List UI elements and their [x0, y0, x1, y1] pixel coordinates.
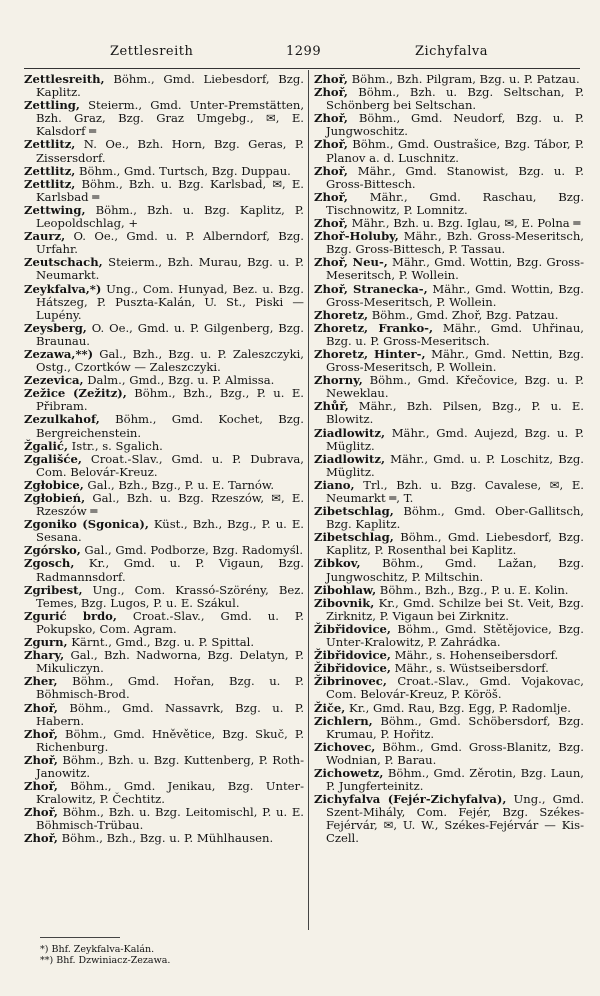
entry	[24, 832, 304, 845]
entry-text: Steierm., Gmd. Unter-Premstätten, Bzh. Graz, Bzg. Graz Umgebg., ✉, E. Kalsdorf ═	[36, 98, 304, 139]
entry-text: Kr., Gmd. Rau, Bzg. Egg, P. Radomlje.	[345, 700, 571, 715]
entry-headword: Zhoř,	[24, 752, 58, 767]
entry-text: Mähr., Gmd. Nettin, Bzg. Gross-Meseritsch, P. Wollein.	[326, 346, 584, 375]
entry	[24, 138, 304, 164]
entry-text: Böhm., Gmd. Stětějovice, Bzg. Unter-Kralowitz, P. Zahrádka.	[326, 621, 584, 650]
entry-headword: Zezawa,**)	[24, 346, 94, 361]
entry	[314, 715, 584, 741]
entry	[314, 557, 584, 583]
entry-text: Böhm., Gmd. Nassavrk, Bzg. u. P. Habern.	[36, 700, 304, 728]
entry	[314, 623, 584, 649]
entry	[24, 728, 304, 754]
entry-headword: Zgališće,	[24, 451, 82, 466]
entry-text: Böhm., Gmd. Ober-Gallitsch, Bzg. Kaplitz.	[326, 504, 584, 532]
entry-headword: Zhoř-Holuby,	[314, 229, 399, 244]
entry-text: Mähr., Gmd. Uhřinau, Bzg. u. P. Gross-Meseritsch.	[326, 320, 584, 348]
left-column	[24, 73, 304, 846]
entry-text: Mähr., Gmd. Wottin, Bzg. Gross-Meseritsch, P. Wollein.	[326, 255, 584, 283]
entry-headword: Ziadlowitz,	[314, 451, 385, 466]
entry	[24, 73, 304, 99]
entry-headword: Zettlitz,	[24, 163, 76, 178]
entry-headword: Zgórsko,	[24, 543, 81, 558]
entry	[314, 348, 584, 374]
footnote: **) Bhf. Dzwiniacz-Zezawa.	[40, 955, 171, 966]
entry-text: Gal., Bzh., Bzg., P. u. E. Tarnów.	[83, 477, 275, 492]
entry-text: Gal., Bzh., Bzg. u. P. Zaleszczyki, Ostg., Czortków — Zaleszczyki.	[36, 346, 304, 375]
entry-headword: Zibetschlag,	[314, 504, 394, 519]
entry	[314, 112, 584, 138]
footnote-rule	[40, 937, 120, 938]
entry-text: O. Oe., Gmd. u. P. Alberndorf, Bzg. Urfahr.	[36, 229, 304, 257]
entry-headword: Zgoniko (Sgonica),	[24, 517, 149, 532]
entry-text: Böhm., Gmd. Schöbersdorf, Bzg. Krumau, P. Hořitz.	[326, 713, 584, 741]
entry-headword: Zhorny,	[314, 373, 363, 388]
entry-text: Croat.-Slav., Gmd. u. P. Dubrava, Com. Belovár-Kreuz.	[36, 451, 304, 479]
entry-headword: Zhoř, Neu-,	[314, 255, 388, 270]
entry-text: Böhm., Gmd. Gross-Blanitz, Bzg. Wodnian, P. Barau.	[326, 739, 584, 767]
entry-headword: Zhoř,	[314, 216, 348, 231]
entry-text: Böhm., Bzh. u. Bzg. Leitomischl, P. u. E. Böhmisch-Trübau.	[36, 805, 304, 833]
entry-headword: Ziadlowitz,	[314, 425, 385, 440]
entry-headword: Zgosch,	[24, 556, 75, 571]
entry	[24, 322, 304, 348]
entry-headword: Zibovnik,	[314, 595, 375, 610]
entry-headword: Zettwing,	[24, 202, 86, 217]
entry	[314, 165, 584, 191]
entry	[314, 86, 584, 112]
entry-text: Böhm., Gmd. Zěrotin, Bzg. Laun, P. Jungferteinitz.	[326, 765, 584, 794]
entry-text: Ung., Com. Hunyad, Bez. u. Bzg. Hátszeg, P. Puszta-Kalán, U. St., Piski — Lupény.	[36, 281, 304, 322]
entry-headword: Zhoř,	[314, 163, 348, 178]
entry-text: Croat.-Slav., Gmd. Vojakovac, Com. Belovár-Kreuz, P. Köröš.	[326, 674, 584, 702]
entry	[314, 597, 584, 623]
entry-text: Mähr., Gmd. Stanowist, Bzg. u. P. Gross-Bittesch.	[326, 163, 584, 191]
entry	[24, 584, 304, 610]
entry	[314, 322, 584, 348]
entry-headword: Zichyfalva (Fejér-Zichyfalva),	[314, 792, 507, 807]
entry	[314, 427, 584, 453]
entry	[24, 557, 304, 583]
entry-headword: Zichowetz,	[314, 765, 384, 780]
page-number: 1299	[286, 44, 322, 59]
entry-headword: Zettlitz,	[24, 176, 76, 191]
entry	[24, 178, 304, 204]
entry-headword: Žibřidovice,	[314, 648, 391, 663]
entry-headword: Zhoř,	[314, 85, 348, 100]
entry-headword: Zettling,	[24, 98, 80, 113]
entry-headword: Zhary,	[24, 648, 65, 663]
entry-text: Gal., Bzh. Nadworna, Bzg. Delatyn, P. Mikuliczyn.	[36, 648, 304, 676]
header-right-word: Zichyfalva	[414, 44, 488, 59]
entry-text: Dalm., Gmd., Bzg. u. P. Almissa.	[83, 373, 275, 388]
entry-text: Böhm., Bzh. u. Bzg. Kuttenberg, P. Roth-Janowitz.	[36, 752, 304, 780]
entry-text: Mähr., Gmd. Wottin, Bzg. Gross-Meseritsch, P. Wollein.	[326, 281, 584, 309]
entry-text: Böhm., Bzh. Pilgram, Bzg. u. P. Patzau.	[347, 72, 580, 86]
entry	[24, 610, 304, 636]
entry-text: O. Oe., Gmd. u. P. Gilgenberg, Bzg. Braunau.	[36, 320, 304, 348]
entry-headword: Zgribest,	[24, 582, 83, 597]
entry-headword: Zhoř,	[314, 111, 348, 126]
entry-headword: Zhoretz, Hinter-,	[314, 346, 426, 361]
entry-headword: Zgłobień,	[24, 491, 86, 505]
entry	[24, 806, 304, 832]
entry	[314, 374, 584, 400]
entry-headword: Zher,	[24, 674, 58, 689]
entry-text: Mähr., Gmd. Raschau, Bzg. Tischnowitz, P. Lomnitz.	[326, 189, 584, 217]
entry-text: Böhm., Bzh., Bzg., P. u. E. Kolin.	[376, 582, 569, 597]
entry-headword: Žiče,	[314, 700, 346, 715]
entry-text: Gal., Bzh. u. Bzg. Rzeszów, ✉, E. Rzeszów ═	[36, 491, 304, 519]
entry	[314, 283, 584, 309]
entry	[314, 741, 584, 767]
entry	[24, 256, 304, 282]
entry	[24, 754, 304, 780]
entry-headword: Zhoř,	[24, 831, 58, 846]
entry	[24, 283, 304, 322]
entry-text: Ung., Gmd. Szent-Mihály, Com. Fejér, Bzg. Székes-Fejérvár, ✉, U. W., Székes-Fejérvár — Kis-Czell.	[326, 792, 585, 846]
entry-text: Mähr., Bzh. u. Bzg. Iglau, ✉, E. Polna ═	[347, 216, 581, 231]
entry-headword: Zettlesreith,	[24, 72, 105, 86]
entry	[24, 204, 304, 230]
entry-text: Trl., Bzh. u. Bzg. Cavalese, ✉, E. Neumarkt ═, T.	[326, 477, 584, 505]
entry	[24, 230, 304, 256]
entry	[24, 702, 304, 728]
entry-text: Böhm., Gmd. Neudorf, Bzg. u. P. Jungwoschitz.	[326, 111, 584, 139]
entry-text: Gal., Gmd. Podborze, Bzg. Radomyśl.	[80, 543, 304, 558]
entry-text: Böhm., Bzh. u. Bzg. Kaplitz, P. Leopoldschlag, +	[36, 202, 304, 231]
entry	[314, 138, 584, 164]
entry-headword: Zhoř,	[24, 779, 58, 794]
entry	[314, 400, 584, 426]
entry	[314, 191, 584, 217]
entry-text: Böhm., Gmd. Lažan, Bzg. Jungwoschitz, P. Miltschin.	[326, 556, 584, 584]
entry	[24, 492, 304, 518]
entry	[314, 479, 584, 505]
entry-text: Kärnt., Gmd., Bzg. u. P. Spittal.	[67, 635, 255, 650]
entry-text: Küst., Bzh., Bzg., P. u. E. Sesana.	[36, 517, 304, 545]
entry-headword: Zaurz,	[24, 229, 66, 244]
column-divider	[308, 70, 309, 930]
footnote: *) Bhf. Zeykfalva-Kalán.	[40, 944, 155, 955]
entry	[24, 518, 304, 544]
entry	[24, 649, 304, 675]
entry-text: Mähr., s. Hohenseibersdorf.	[390, 648, 559, 663]
entry-headword: Zibkov,	[314, 556, 361, 571]
entry-text: Kr., Gmd. u. P. Vigaun, Bzg. Radmannsdorf.	[36, 556, 304, 584]
header-rule	[24, 68, 580, 69]
entry-text: Böhm., Gmd. Liebesdorf, Bzg. Kaplitz, P. Rosenthal bei Kaplitz.	[326, 530, 584, 558]
entry-headword: Zettlitz,	[24, 137, 76, 152]
entry-headword: Zibohlaw,	[314, 582, 377, 597]
entry-text: Böhm., Bzh. u. Bzg. Seltschan, P. Schönberg bei Seltschan.	[326, 85, 584, 113]
entry-headword: Zezulkahof,	[24, 412, 100, 427]
entry-headword: Zhoretz, Franko-,	[314, 320, 434, 335]
entry-headword: Zgłobice,	[24, 477, 84, 492]
entry-text: Böhm., Bzh., Bzg., P. u. E. Přibram.	[36, 386, 304, 414]
entry	[314, 256, 584, 282]
entry	[24, 675, 304, 701]
entry	[24, 453, 304, 479]
entry-headword: Zibetschlag,	[314, 530, 394, 545]
entry-headword: Zhoř,	[314, 137, 348, 152]
entry-text: Böhm., Gmd. Kochet, Bzg. Bergreichenstein.	[36, 412, 304, 440]
entry-text: Böhm., Gmd. Hořan, Bzg. u. P. Böhmisch-Brod.	[36, 674, 304, 702]
entry-text: Böhm., Gmd. Křečovice, Bzg. u. P. Neweklau.	[326, 373, 584, 401]
entry-headword: Zichlern,	[314, 713, 373, 728]
entry-headword: Žibřidovice,	[314, 661, 391, 676]
entry-text: Böhm., Gmd. Oustrašice, Bzg. Tábor, P. Planov a. d. Luschnitz.	[326, 137, 584, 165]
entry-text: Mähr., Gmd. Aujezd, Bzg. u. P. Müglitz.	[326, 425, 584, 453]
entry-headword: Žibrinovec,	[314, 674, 387, 689]
entry-text: Böhm., Bzh. u. Bzg. Karlsbad, ✉, E. Karlsbad ═	[36, 176, 304, 204]
entry-text: Böhm., Gmd. Turtsch, Bzg. Duppau.	[75, 163, 291, 178]
entry-headword: Ziano,	[314, 477, 355, 492]
entry	[24, 99, 304, 138]
entry	[314, 453, 584, 479]
entry-headword: Zeykfalva,*)	[24, 281, 102, 296]
entry-text: Böhm., Gmd. Jenikau, Bzg. Unter-Kralowitz, P. Čechtitz.	[36, 779, 304, 807]
entry-text: Istr., s. Sgalich.	[68, 438, 163, 453]
entry-headword: Zhoretz,	[314, 307, 369, 322]
entry	[314, 230, 584, 256]
entry-text: Böhm., Gmd. Liebesdorf, Bzg. Kaplitz.	[36, 72, 304, 100]
entry-text: Ung., Com. Krassó-Szörény, Bez. Temes, Bzg. Lugos, P. u. E. Szákul.	[36, 582, 304, 610]
entry-headword: Zhoř,	[314, 72, 348, 86]
entry-headword: Zhoř,	[24, 726, 58, 741]
entry-text: Steierm., Bzh. Murau, Bzg. u. P. Neumarkt.	[36, 255, 304, 283]
entry-headword: Zgurn,	[24, 635, 68, 650]
entry-headword: Zgurić brdo,	[24, 608, 117, 623]
entry-text: Mähr., Bzh. Pilsen, Bzg., P. u. E. Blowitz.	[326, 399, 584, 427]
entry	[24, 387, 304, 413]
entry-text: Mähr., s. Wüstseibersdorf.	[390, 661, 549, 676]
entry	[24, 780, 304, 806]
entry-text: Böhm., Gmd. Hněvětice, Bzg. Skuč, P. Richenburg.	[36, 726, 304, 754]
entry-headword: Žgalić,	[24, 438, 68, 453]
entry-text: Böhm., Gmd. Zhoř, Bzg. Patzau.	[368, 307, 559, 322]
entry-text: Mähr., Gmd. u. P. Loschitz, Bzg. Müglitz.	[326, 451, 584, 479]
entry-text: Croat.-Slav., Gmd. u. P. Pokupsko, Com. Agram.	[36, 608, 304, 636]
entry-headword: Zeutschach,	[24, 255, 103, 270]
entry	[24, 413, 304, 439]
entry-headword: Zhoř,	[314, 189, 348, 204]
entry-headword: Zezevica,	[24, 373, 84, 388]
entry-headword: Zhoř,	[24, 805, 58, 820]
entry	[24, 348, 304, 374]
entry-headword: Zichovec,	[314, 739, 376, 754]
entry	[314, 675, 584, 701]
right-column	[314, 73, 584, 846]
entry-text: Mähr., Bzh. Gross-Meseritsch, Bzg. Gross-Bittesch, P. Tassau.	[326, 229, 584, 257]
entry-headword: Zhoř,	[24, 700, 58, 715]
page-header	[0, 44, 600, 64]
entry-headword: Zhoř, Stranecka-,	[314, 281, 428, 296]
entry	[314, 767, 584, 793]
header-left-word: Zettlesreith	[110, 44, 194, 59]
entry-headword: Žibřidovice,	[314, 621, 391, 636]
entry-text: Kr., Gmd. Schilze bei St. Veit, Bzg. Zirknitz, P. Vigaun bei Zirknitz.	[326, 595, 584, 623]
entry-text: N. Oe., Bzh. Horn, Bzg. Geras, P. Zissersdorf.	[36, 137, 304, 165]
footnotes	[40, 944, 170, 966]
entry	[314, 531, 584, 557]
entry	[314, 505, 584, 531]
entry-text: Böhm., Bzh., Bzg. u. P. Mühlhausen.	[57, 831, 274, 846]
entry-headword: Zeysberg,	[24, 320, 87, 335]
entry-headword: Zhůř,	[314, 399, 349, 414]
entry	[314, 793, 584, 845]
entry-headword: Zežice (Zežitz),	[24, 386, 127, 401]
